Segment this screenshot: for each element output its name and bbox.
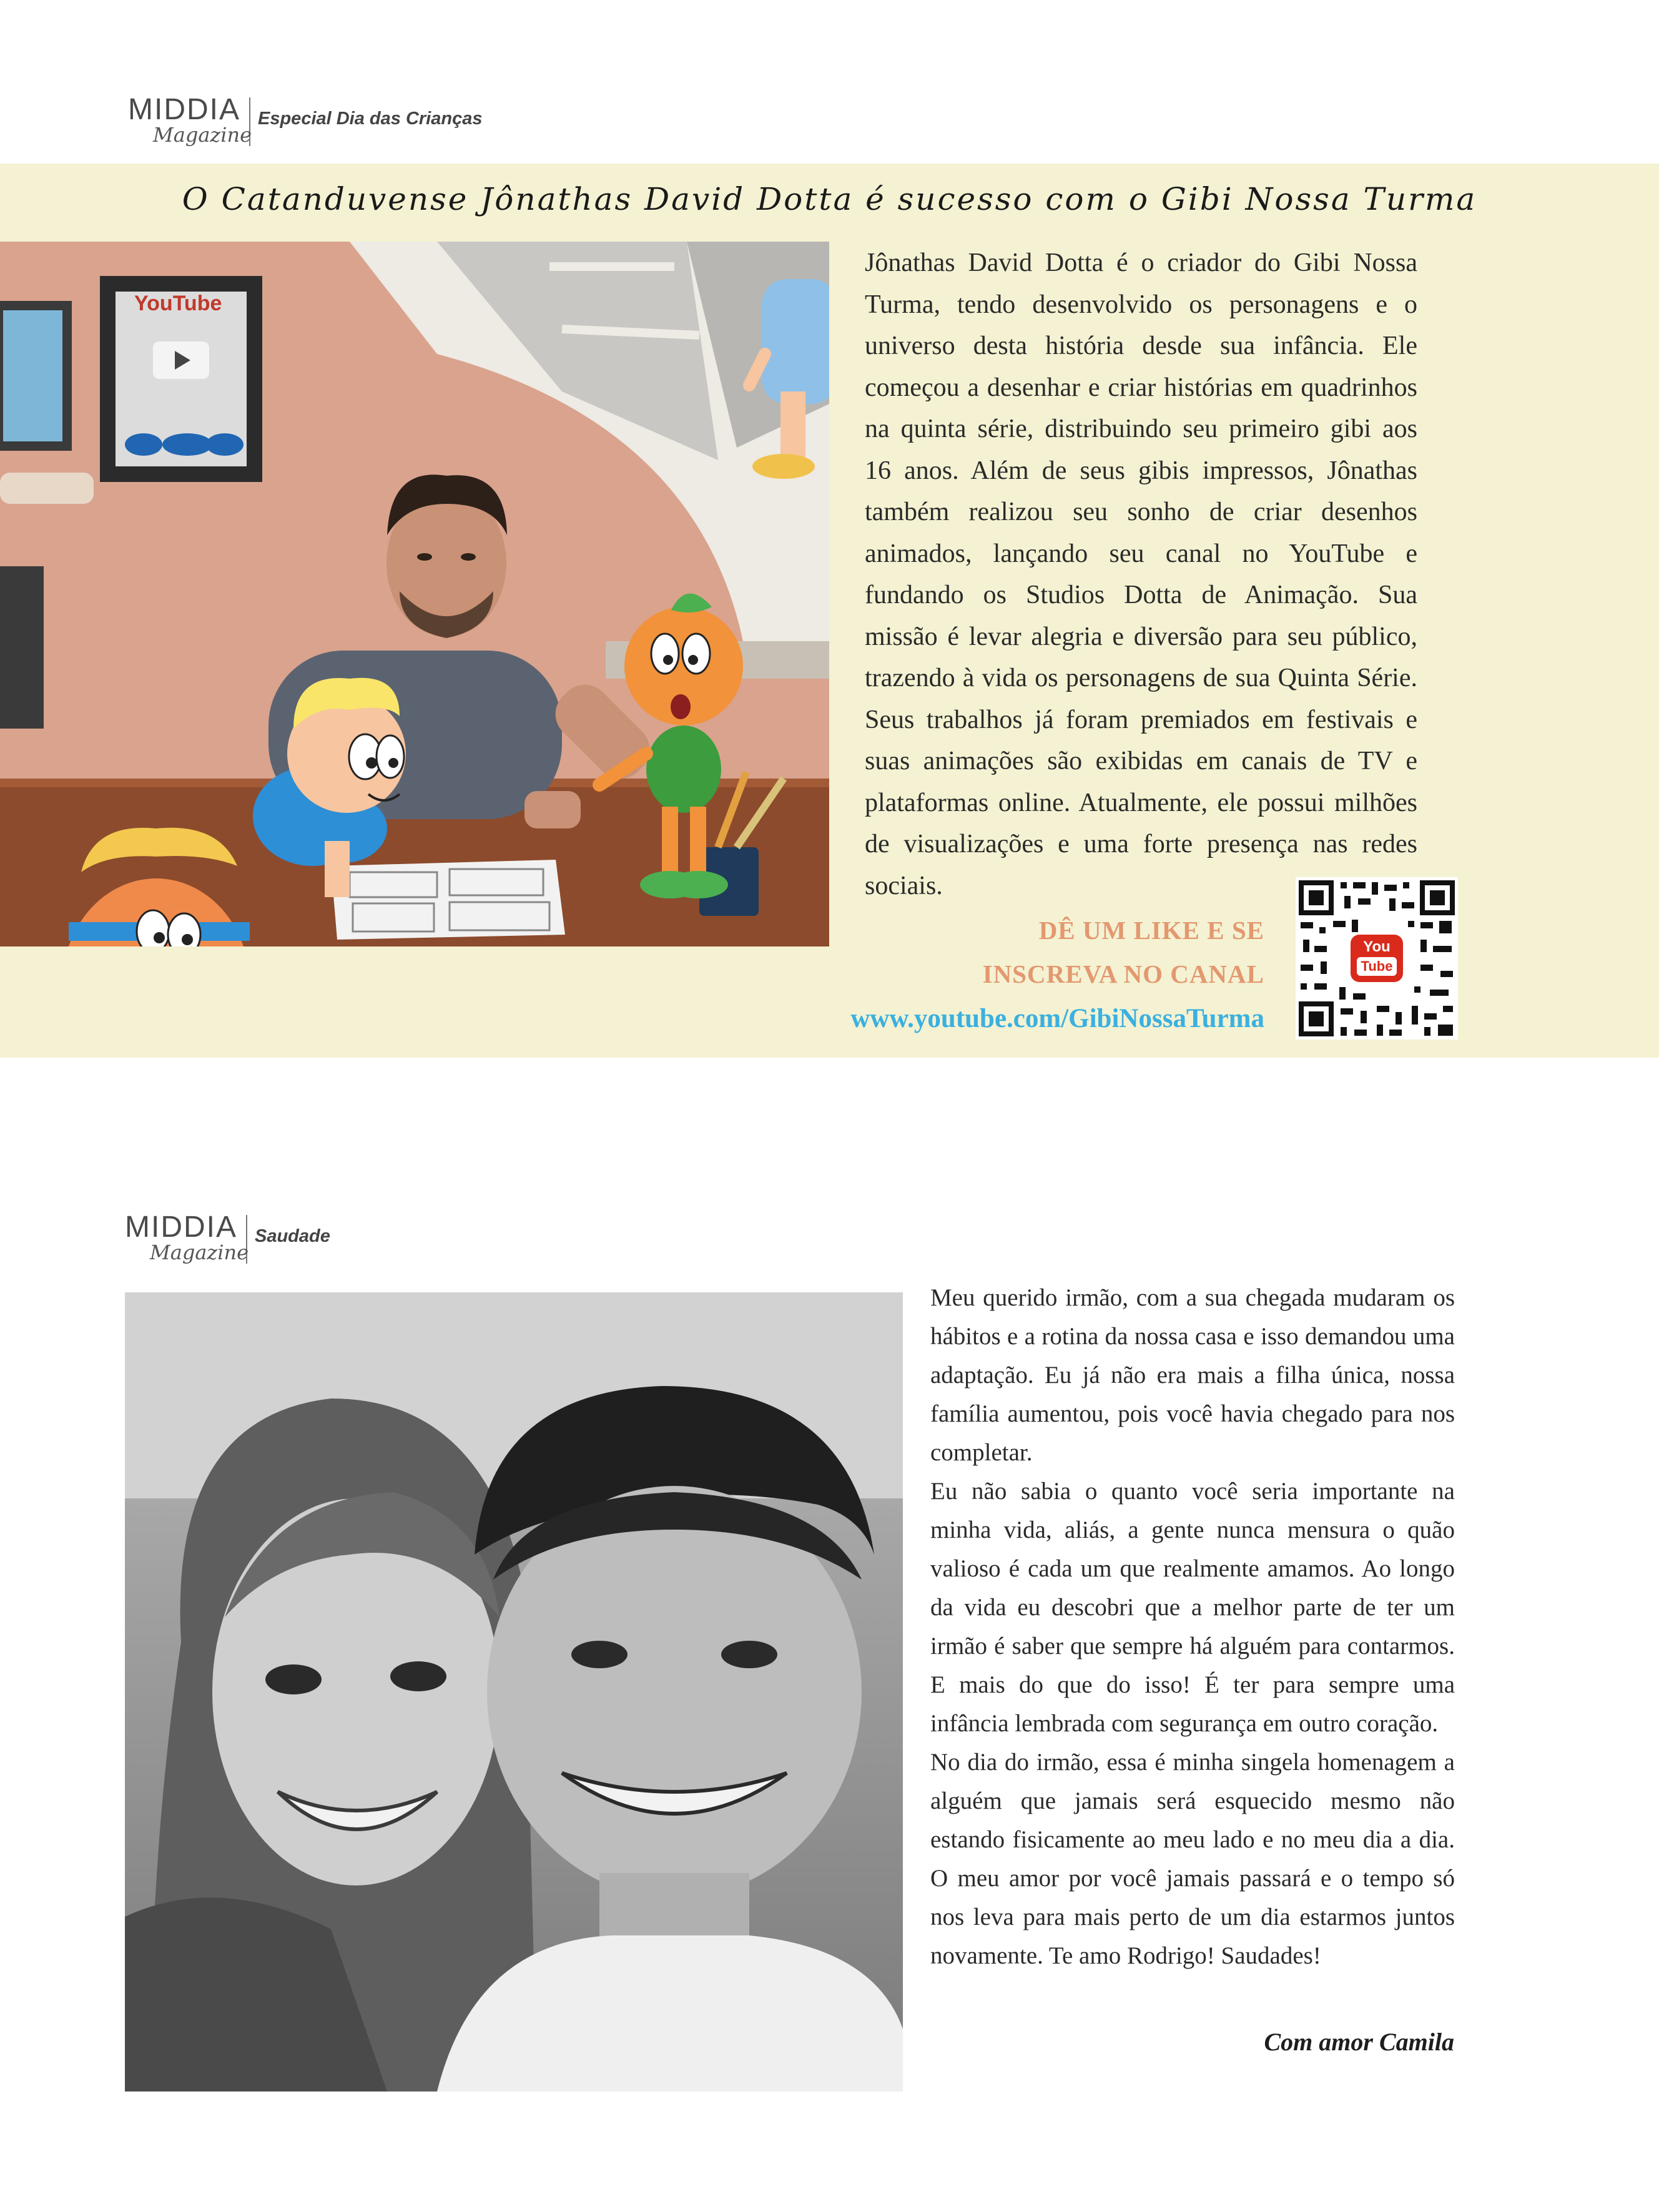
brand-name: MIDDIA [128, 93, 240, 126]
brand-script: Magazine [150, 1241, 249, 1264]
siblings-photo [125, 1292, 903, 2092]
youtube-qr-code[interactable] [1296, 877, 1458, 1040]
article-headline: O Catanduvense Jônathas David Dotta é sucesso com o Gibi Nossa Turma [182, 181, 1477, 217]
article-body: Jônathas David Dotta é o criador do Gibi Nossa Turma, tendo desenvolvido os personagens e o universo desta história desde sua infância. Ele começou a desenhar e criar histórias em quadrinhos na quinta série, distribuindo seu primeiro gibi aos 16 anos. Além de seus gibis impressos, Jônathas também realizou seu sonho de criar desenhos animados, lançando seu canal no YouTube e fundando os Studios Dotta de Animação. Sua missão é levar alegria e diversão para seu público, trazendo à vida os personagens de sua Quinta Série. Seus trabalhos já foram premiados em festivais e suas animações são exibidas em canais de TV e plataformas online. Atualmente, ele possui milhões de visualizações e uma forte presença nas redes sociais. [865, 248, 1417, 900]
cta-like: DÊ UM LIKE E SE [1038, 916, 1264, 945]
tribute-paragraph-2: Eu não sabia o quanto você seria importante na minha vida, aliás, a gente nunca mensura o quão valioso é cada um que realmente amamos. Ao longo da vida eu descobri que a melhor parte de ter um irmão é saber que sempre há alguém para contarmos. E mais do que do isso! É ter para sempre uma infância lembrada com segurança em outro coração. [930, 1478, 1455, 1737]
masthead-top [128, 95, 482, 157]
signature: Com amor Camila [1264, 2028, 1454, 2056]
brand-script: Magazine [153, 123, 252, 147]
brand-logo [125, 1211, 249, 1275]
qr-badge-you: You [1363, 938, 1391, 955]
section-label: Especial Dia das Crianças [258, 109, 483, 129]
tribute-text [930, 1279, 1455, 1975]
brand-name: MIDDIA [125, 1211, 237, 1244]
youtube-plaque-label: YouTube [134, 292, 222, 315]
qr-badge-tube: Tube [1357, 957, 1397, 976]
masthead-bottom [125, 1212, 330, 1275]
article-photo-creator [0, 242, 829, 946]
cta-subscribe: INSCREVA NO CANAL [982, 960, 1264, 988]
channel-link[interactable]: www.youtube.com/GibiNossaTurma [850, 1004, 1264, 1033]
brand-logo [128, 93, 252, 157]
section-label: Saudade [255, 1226, 330, 1246]
tribute-paragraph-1: Meu querido irmão, com a sua chegada mudaram os hábitos e a rotina da nossa casa e isso demandou uma adaptação. Eu já não era mais a filha única, nossa família aumentou, pois você havia chegado para nos completar. [930, 1284, 1455, 1466]
tribute-paragraph-3: No dia do irmão, essa é minha singela homenagem a alguém que jamais será esquecido mesmo não estando fisicamente ao meu lado e no meu dia a dia. O meu amor por você jamais passará e o tempo só nos leva para mais perto de um dia estarmos juntos novamente. Te amo Rodrigo! Saudades! [930, 1749, 1455, 1969]
